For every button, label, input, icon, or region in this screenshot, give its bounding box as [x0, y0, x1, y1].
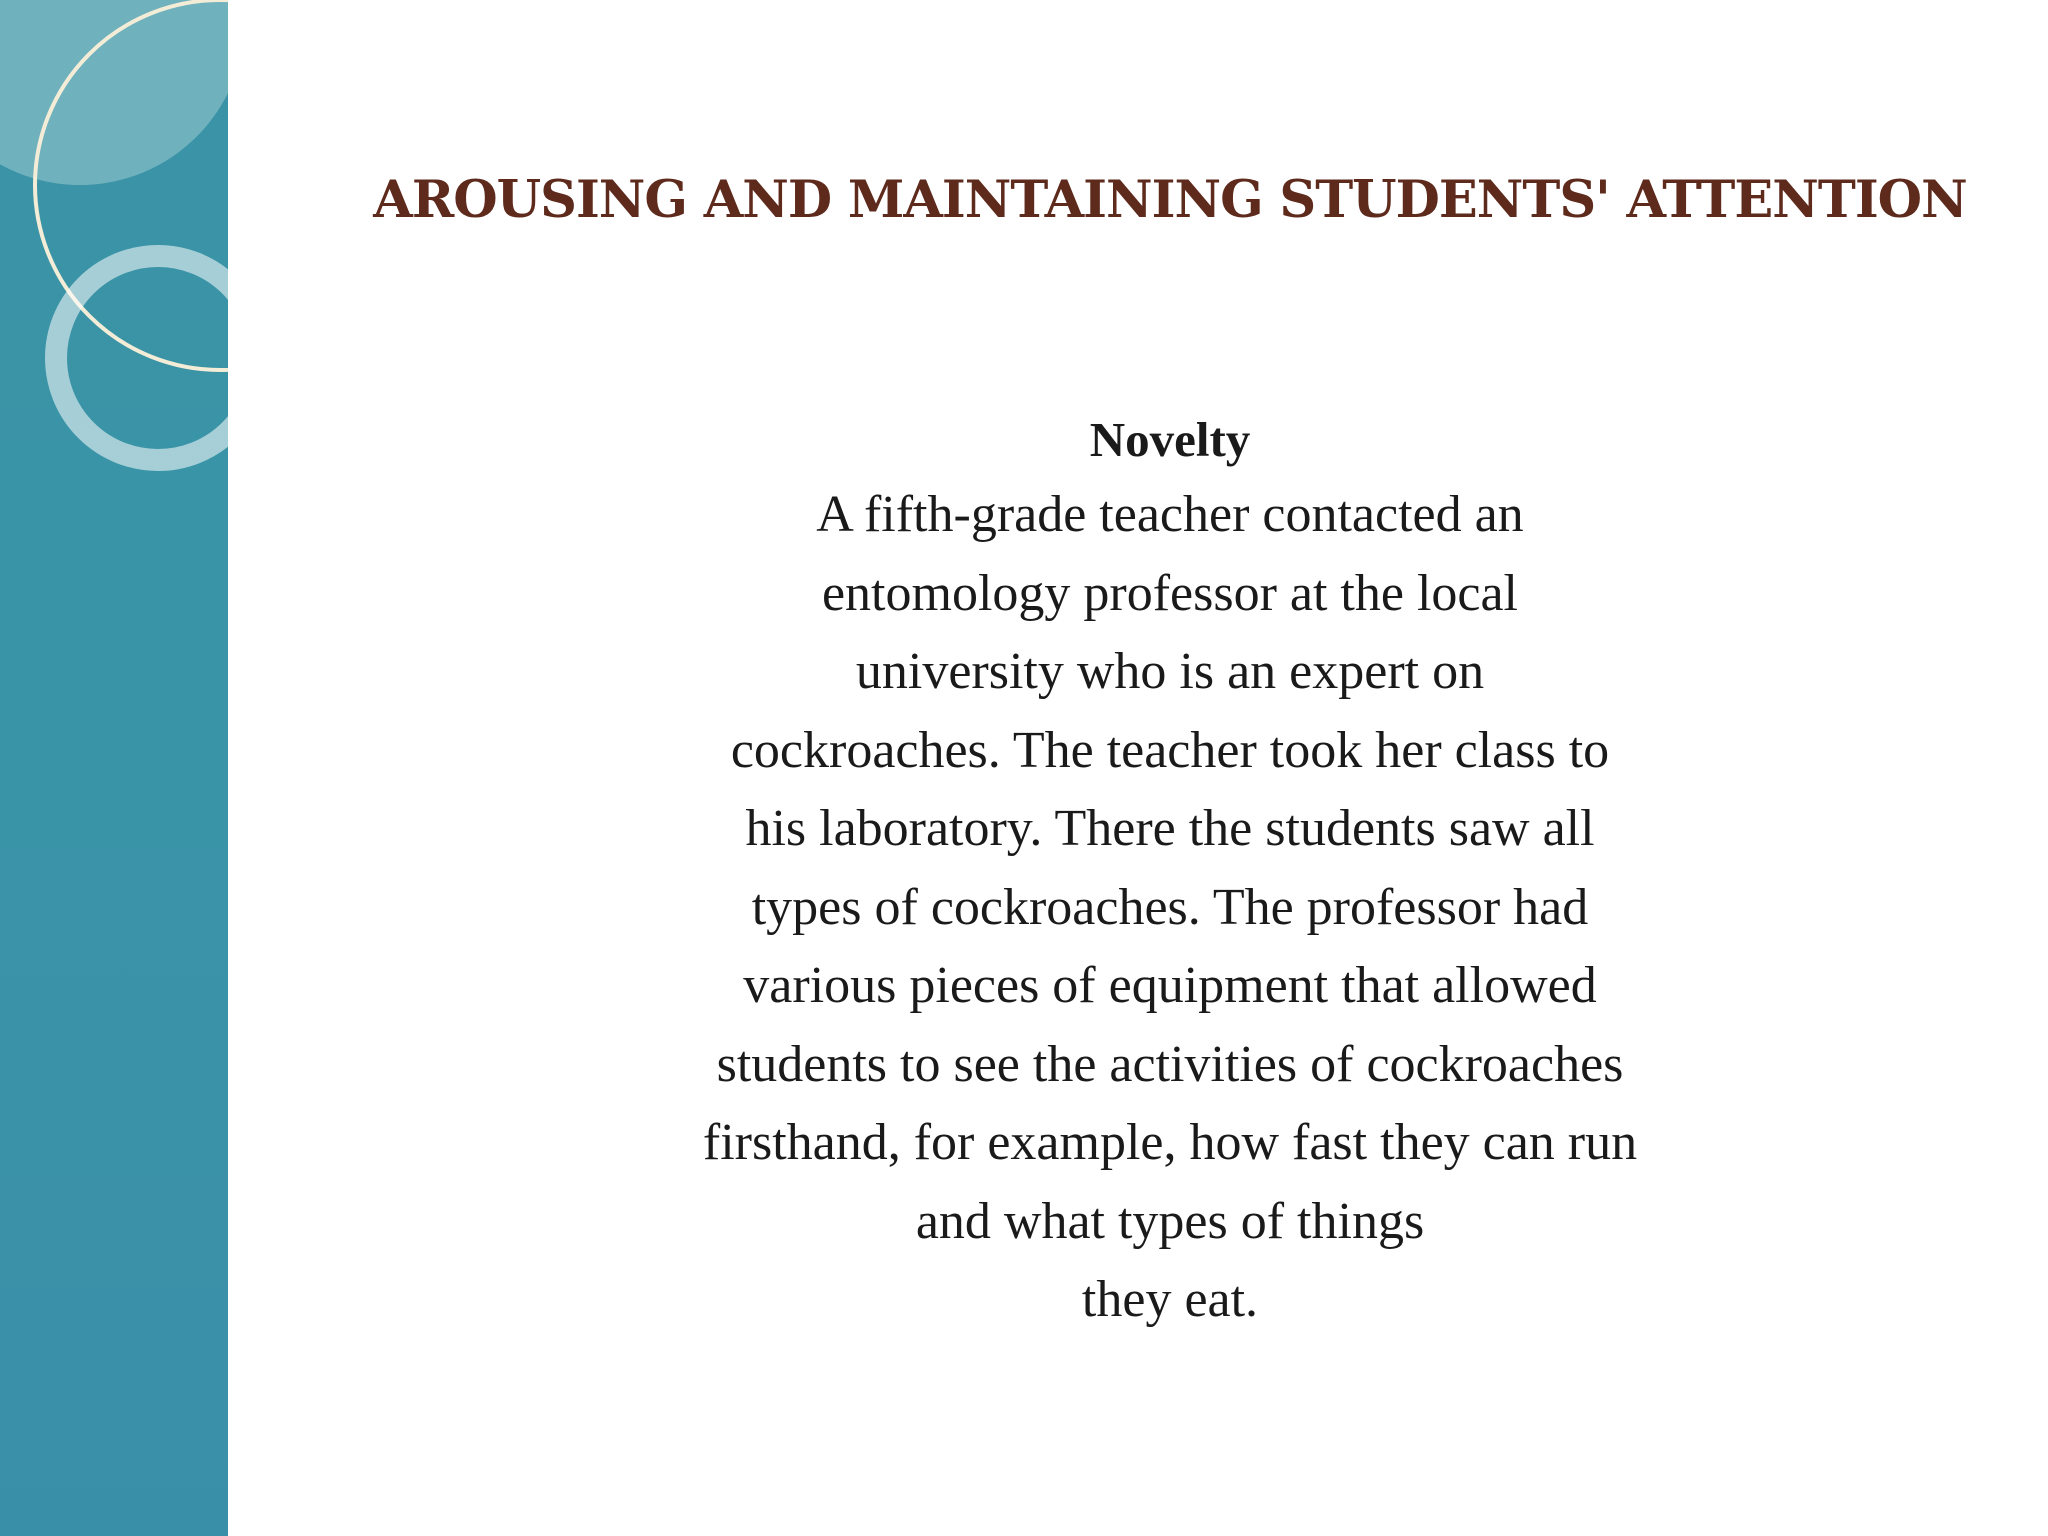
body-line: university who is an expert on: [855, 643, 1485, 700]
body-line: firsthand, for example, how fast they can run: [702, 1114, 1638, 1171]
decorative-circles: [0, 0, 600, 560]
body-line: types of cockroaches. The professor had: [751, 878, 1589, 936]
slide-content: [640, 404, 1700, 1340]
body-line: various pieces of equipment that allowed: [743, 957, 1597, 1014]
subheading: Novelty: [1089, 412, 1251, 467]
body-line: his laboratory. There the students saw all: [745, 800, 1595, 857]
body-line: entomology professor at the local: [821, 564, 1519, 622]
body-line: and what types of things: [915, 1192, 1425, 1250]
slide-title: AROUSING AND MAINTAINING STUDENTS' ATTENTION: [373, 170, 1967, 230]
body-line: they eat.: [1081, 1271, 1259, 1328]
body-line: A fifth-grade teacher contacted an: [816, 486, 1524, 543]
body-text: [640, 476, 1700, 1340]
body-line: students to see the activities of cockroaches: [716, 1035, 1624, 1093]
body-line: cockroaches. The teacher took her class to: [730, 721, 1610, 779]
